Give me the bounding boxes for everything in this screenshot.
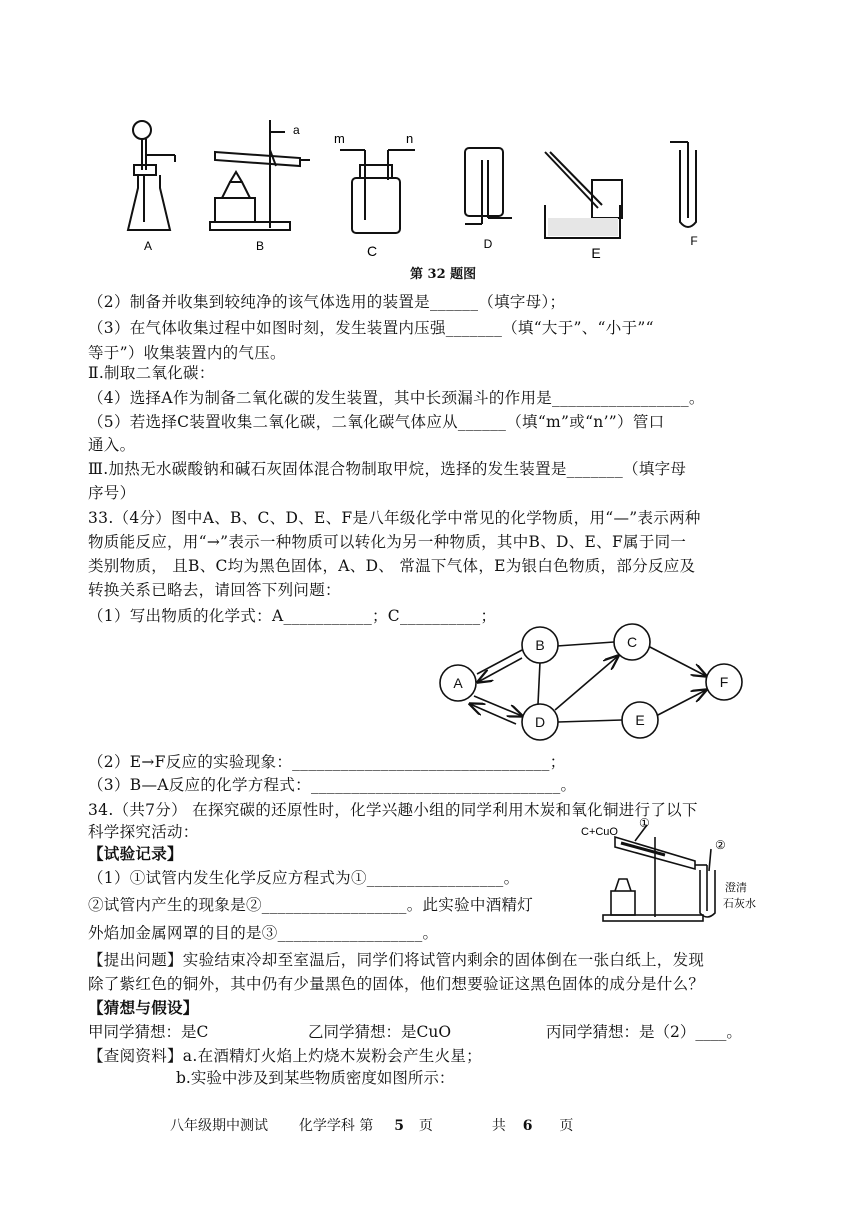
q34-fig-water-line2: 石灰水 bbox=[723, 898, 756, 910]
node-B-label: B bbox=[535, 637, 545, 653]
q34-part1-line2: ②试管内产生的现象是②__________________。此实验中酒精灯 bbox=[88, 896, 534, 914]
q34-part1-line3: 外焰加金属网罩的目的是③__________________。 bbox=[88, 924, 439, 942]
q32-part4: （4）选择A作为制备二氧化碳的发生装置，其中长颈漏斗的作用是_________________。 bbox=[88, 389, 705, 407]
tube-label-m: m bbox=[334, 131, 345, 146]
apparatus-A bbox=[128, 121, 175, 230]
figure-32-apparatus bbox=[120, 110, 740, 278]
apparatus-D bbox=[465, 148, 512, 224]
q34-reference-b: b.实验中涉及到某些物质密度如图所示： bbox=[176, 1069, 455, 1087]
footer-total-number: 6 bbox=[522, 1118, 533, 1134]
node-E-label: E bbox=[635, 712, 645, 728]
label-E: E bbox=[591, 245, 601, 261]
footer-total-unit: 页 bbox=[559, 1118, 574, 1134]
label-B: B bbox=[255, 239, 265, 253]
q33-stem-line4: 转换关系已略去，请回答下列问题： bbox=[88, 581, 341, 599]
q32-section2: Ⅱ.制取二氧化碳： bbox=[88, 364, 215, 382]
node-C-label: C bbox=[626, 634, 638, 650]
q32-section3-line1: Ⅲ.加热无水碳酸钠和碱石灰固体混合物制取甲烷，选择的发生装置是_______（填字母 bbox=[88, 460, 687, 478]
q34-guess-jia: 甲同学猜想：是C bbox=[88, 1023, 209, 1041]
q34-fig-mark2: ② bbox=[715, 838, 726, 852]
figure-32-caption: 第 32 题图 bbox=[410, 267, 477, 282]
q34-part1: （1）①试管内发生化学反应方程式为①_________________。 bbox=[88, 869, 520, 887]
q34-guess-yi: 乙同学猜想：是CuO bbox=[308, 1023, 452, 1041]
q34-fig-mark1: ① bbox=[639, 816, 650, 830]
footer-total-prefix: 共 bbox=[491, 1118, 506, 1134]
q32-part5-line1: （5）若选择C装置收集二氧化碳，二氧化碳气体应从______（填“m”或“n’”）管口 bbox=[88, 413, 665, 431]
q33-part3: （3）B—A反应的化学方程式：_______________________________。 bbox=[88, 776, 577, 794]
node-F-label: F bbox=[719, 674, 729, 690]
apparatus-F bbox=[670, 142, 696, 227]
q34-guess-bing: 丙同学猜想：是（2）____。 bbox=[546, 1023, 742, 1041]
q32-part3-line2: 等于”）收集装置内的气压。 bbox=[88, 344, 286, 362]
footer-grade: 八年级期中测试 bbox=[170, 1118, 268, 1134]
q33-relation-diagram bbox=[430, 620, 770, 750]
node-D-label: D bbox=[534, 714, 546, 730]
q32-section3-line2: 序号） bbox=[88, 484, 136, 502]
q34-question-line2: 除了紫红色的铜外，其中仍有少量黑色的固体，他们想要验证这黑色固体的成分是什么？ bbox=[88, 975, 705, 993]
label-C: C bbox=[366, 243, 378, 259]
footer-page-number: 5 bbox=[394, 1118, 405, 1134]
q34-fig-reagent: C+CuO bbox=[581, 826, 618, 838]
q34-reference-a: 【查阅资料】a.在酒精灯火焰上灼烧木炭粉会产生火星； bbox=[88, 1047, 482, 1065]
label-D: D bbox=[483, 237, 493, 251]
footer-subject: 化学学科 第 bbox=[298, 1118, 374, 1134]
q34-apparatus-figure bbox=[575, 815, 780, 927]
label-A: A bbox=[143, 239, 153, 253]
node-A-label: A bbox=[453, 675, 463, 691]
q34-stem-line2: 科学探究活动： bbox=[88, 823, 199, 841]
page-footer bbox=[170, 1115, 573, 1135]
apparatus-C bbox=[340, 150, 415, 233]
label-F: F bbox=[690, 234, 698, 248]
footer-page-unit: 页 bbox=[418, 1118, 433, 1134]
q32-part3-line1: （3）在气体收集过程中如图时刻，发生装置内压强_______（填“大于”、“小于”“ bbox=[88, 319, 654, 337]
q34-question-line1: 【提出问题】实验结束冷却至室温后，同学们将试管内剩余的固体倒在一张白纸上，发现 bbox=[88, 951, 705, 969]
q33-stem-line3: 类别物质， 且B、C均为黑色固体，A、D、 常温下气体，E为银白色物质，部分反应及 bbox=[88, 557, 696, 575]
q34-heading-hypothesis: 【猜想与假设】 bbox=[88, 998, 199, 1017]
tube-label-n: n bbox=[406, 131, 414, 146]
q33-stem-line2: 物质能反应，用“→”表示一种物质可以转化为另一种物质，其中B、D、E、F属于同一 bbox=[88, 533, 687, 551]
q32-part2: （2）制备并收集到较纯净的该气体选用的装置是______（填字母）； bbox=[88, 293, 566, 311]
q34-stem-line1: 34.（共7分） 在探究碳的还原性时，化学兴趣小组的同学利用木炭和氧化铜进行了以下 bbox=[88, 801, 698, 819]
q33-stem-line1: 33.（4分）图中A、B、C、D、E、F是八年级化学中常见的化学物质，用“—”表示两种 bbox=[88, 509, 701, 527]
q34-fig-water-line1: 澄清 bbox=[725, 882, 747, 894]
q32-part5-line2: 通入。 bbox=[88, 436, 136, 454]
q33-part1: （1）写出物质的化学式：A___________；C__________； bbox=[88, 607, 497, 625]
q34-heading-record: 【试验记录】 bbox=[88, 844, 183, 863]
tube-label-a: a bbox=[293, 123, 300, 137]
q33-part2: （2）E→F反应的实验现象：________________________________； bbox=[88, 753, 566, 771]
